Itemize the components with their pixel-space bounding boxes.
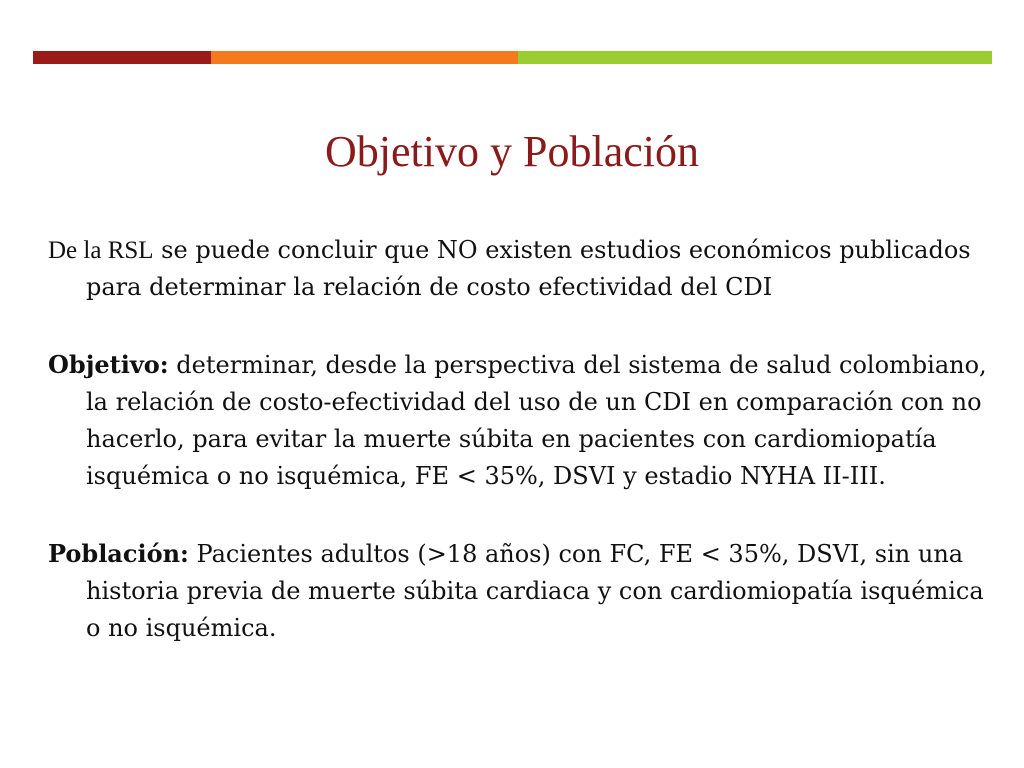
paragraph-text: Pacientes adultos (>18 años) con FC, FE < 35%, DSVI, sin una historia previa de muerte súbita cardiaca y con cardiomiopatía isquémica o no isquémica. — [86, 540, 984, 642]
accent-segment-green — [518, 51, 992, 64]
paragraph-lead: De la RSL — [48, 237, 154, 264]
slide-body — [48, 232, 998, 647]
accent-bar — [33, 51, 992, 64]
paragraph-objetivo — [48, 346, 998, 495]
accent-segment-orange — [211, 51, 518, 64]
paragraph-poblacion — [48, 535, 998, 647]
paragraph-lead: Objetivo: — [48, 350, 169, 379]
slide-title: Objetivo y Población — [325, 127, 699, 176]
paragraph-lead: Población: — [48, 539, 189, 568]
paragraph-text: se puede concluir que NO existen estudios económicos publicados para determinar la relación de costo efectividad del CDI — [86, 236, 971, 301]
accent-segment-red — [33, 51, 211, 64]
paragraph-rsl-conclusion — [48, 232, 998, 306]
paragraph-text: determinar, desde la perspectiva del sistema de salud colombiano, la relación de costo-efectividad del uso de un CDI en comparación con no hacerlo, para evitar la muerte súbita en pacientes con cardiomiopatía isquémica o no isquémica, FE < 35%, DSVI y estadio NYHA II-III. — [86, 351, 987, 490]
